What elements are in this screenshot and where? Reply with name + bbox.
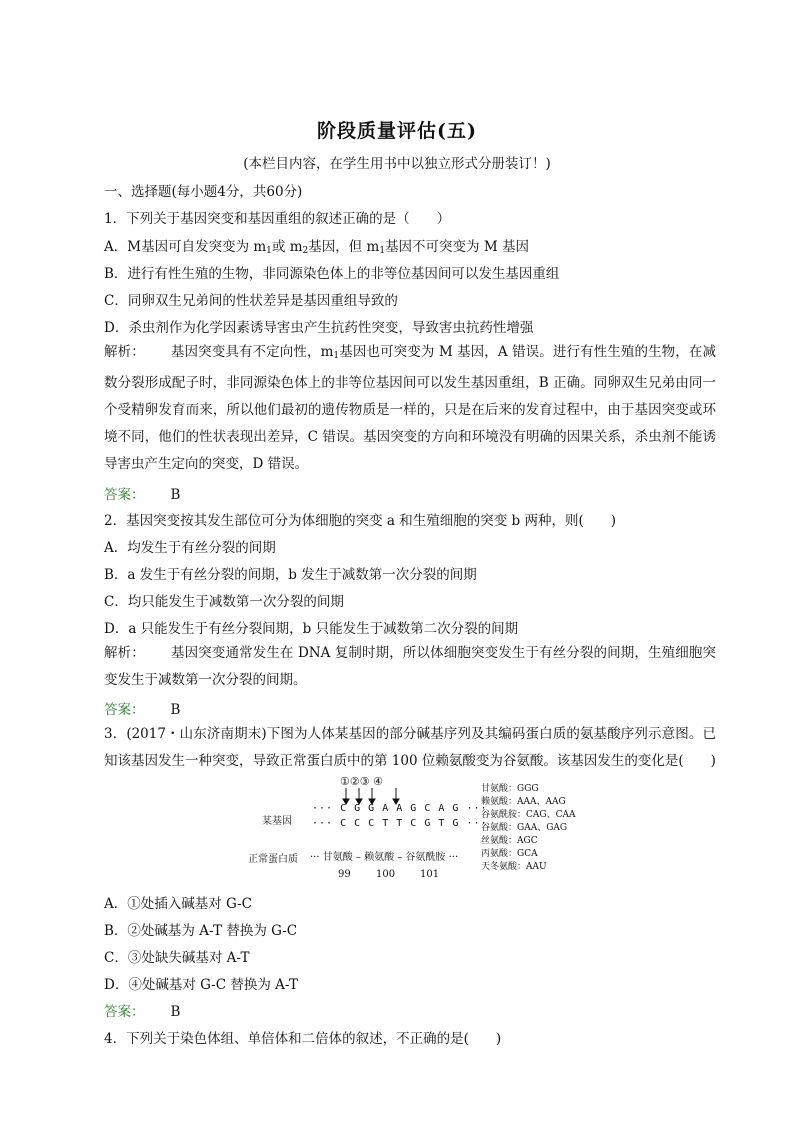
codon-entry: 丝氨酸：AGC [481, 836, 538, 846]
q1-analysis [104, 339, 716, 478]
q1-a-text3: 基因，但 m [308, 239, 380, 255]
q3-answer [104, 1000, 180, 1020]
mutation-markers: ①②③ ④ [340, 775, 383, 788]
q1-option-b: B．进行有性生殖的生物，非同源染色体上的非等位基因间可以发生基因重组 [104, 266, 560, 282]
q2-option-a: A．均发生于有丝分裂的间期 [104, 540, 276, 556]
q3-answer-label: 答案： [104, 1004, 145, 1020]
q3-option-b: B．②处碱基为 A-T 替换为 G-C [104, 923, 298, 939]
q2-analysis-label: 解析： [104, 645, 145, 661]
codon-entry: 丙氨酸：GCA [481, 849, 538, 859]
q2-option-c: C．均只能发生于减数第一次分裂的间期 [104, 594, 344, 610]
q1-analysis-label: 解析： [104, 344, 145, 360]
codon-entry: 甘氨酸：GGG [481, 784, 539, 794]
position-101: 101 [420, 869, 440, 880]
gene-label: 某基因 [262, 816, 292, 827]
q1-a-text4: 基因不可突变为 M 基因 [385, 239, 529, 255]
q2-option-b: B．a 发生于有丝分裂的间期，b 发生于减数第一次分裂的间期 [104, 567, 477, 583]
codon-entry: 谷氨酰胺：CAG、CAA [481, 810, 576, 820]
q1-analysis-text2: 基因也可突变为 M 基因，A 错误。进行有性生殖的生物，在减数分裂形成配子时，非同源染色体上的非等位基因间可以发生基因重组，B 正确。同卵双生兄弟由同一个受精卵发育而来，所以他们最初的遗传物质是一样的，只是在后来的发育过程中，由于基因突变或环境不同，他们的性状表现出差异，C 错误。基因突变的方向和环境没有明确的因果关系，杀虫剂不能诱导害虫产生定向的突变，D 错误。 [104, 344, 717, 472]
q3-answer-value: B [170, 1004, 181, 1020]
q2-answer [104, 698, 180, 718]
q1-analysis-text1: 基因突变具有不定向性，m [170, 344, 334, 360]
q1-answer-label: 答案： [104, 487, 145, 503]
q3-figure [248, 775, 608, 885]
q3-option-c: C．③处缺失碱基对 A-T [104, 950, 250, 966]
q4-stem: 4．下列关于染色体组、单倍体和二倍体的叙述，不正确的是( ) [104, 1031, 502, 1047]
codon-entry: 天冬氨酸：AAU [481, 862, 547, 872]
q2-answer-label: 答案： [104, 702, 145, 718]
position-100: 100 [376, 869, 396, 880]
protein-label: 正常蛋白质 [248, 854, 298, 865]
q1-answer [104, 483, 180, 503]
q3-stem: 3．(2017・山东济南期末)下图为人体某基因的部分碱基序列及其编码蛋白质的氨基酸序列示意图。已知该基因发生一种突变，导致正常蛋白质中的第 100 位赖氨酸变为谷氨酸。该基因发生的变化是( ) [104, 726, 716, 769]
q2-analysis [104, 640, 716, 694]
page-subtitle: (本栏目内容，在学生用书中以独立形式分册装订！) [243, 156, 551, 172]
q1-analysis-sub: 1 [333, 351, 340, 361]
q2-answer-value: B [170, 702, 181, 718]
codon-entry: 赖氨酸：AAA、AAG [481, 797, 566, 807]
q3-option-d: D．④处碱基对 G-C 替换为 A-T [104, 977, 298, 993]
q1-a-sub1: 1 [266, 246, 272, 256]
q1-a-text1: A．M基因可自发突变为 m [104, 239, 267, 255]
q1-option-c: C．同卵双生兄弟间的性状差异是基因重组导致的 [104, 293, 398, 309]
codon-entry: 谷氨酸：GAA、GAG [481, 823, 568, 833]
q1-answer-value: B [170, 487, 181, 503]
protein-sequence: ··· 甘氨酸 – 赖氨酸 – 谷氨酰胺 ··· [310, 852, 459, 863]
q1-option-a [104, 235, 529, 256]
gene-strand-top: ··· C G G A A G C A G ··· [312, 803, 488, 814]
q2-analysis-text: 基因突变通常发生在 DNA 复制时期，所以体细胞突变发生于有丝分裂的间期，生殖细胞突变发生于减数第一次分裂的间期。 [104, 645, 716, 688]
q1-a-sub3: 1 [379, 246, 386, 256]
q2-stem: 2．基因突变按其发生部位可分为体细胞的突变 a 和生殖细胞的突变 b 两种，则( ) [104, 513, 616, 529]
q2-option-d: D．a 只能发生于有丝分裂间期，b 只能发生于减数第二次分裂的间期 [104, 621, 519, 637]
q1-stem: 1．下列关于基因突变和基因重组的叙述正确的是（ ） [104, 211, 451, 227]
q1-a-sub2: 2 [302, 246, 309, 256]
q3-option-a: A．①处插入碱基对 G-C [104, 896, 252, 912]
page-title: 阶段质量评估(五) [317, 120, 477, 142]
gene-strand-bottom: ··· C C C T T C G T G ··· [312, 818, 488, 829]
q1-option-d: D．杀虫剂作为化学因素诱导害虫产生抗药性突变，导致害虫抗药性增强 [104, 320, 534, 336]
position-99: 99 [338, 869, 351, 880]
q1-a-text2: 或 m [271, 239, 303, 255]
section-heading: 一、选择题(每小题4分，共60分) [104, 184, 303, 200]
